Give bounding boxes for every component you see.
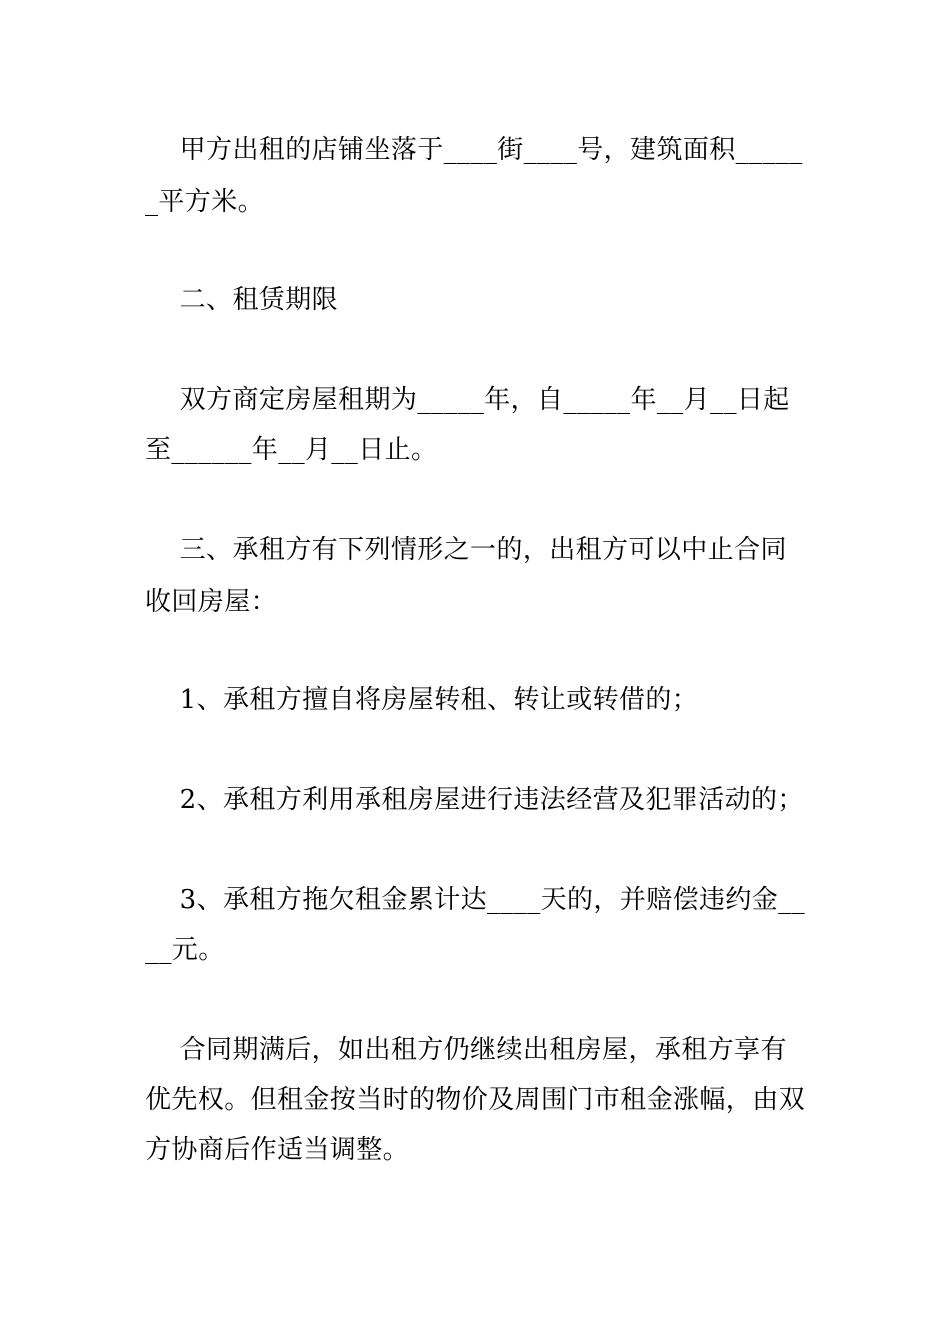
list-item-2: 2、承租方利用承租房屋进行违法经营及犯罪活动的； (145, 785, 804, 815)
section-heading-termination-line-1: 三、承租方有下列情形之一的，出租方可以中止合同 (145, 535, 787, 565)
paragraph-1-line-1: 甲方出租的店铺坐落于____街____号，建筑面积_____ (145, 135, 803, 165)
paragraph-3-line-3: 方协商后作适当调整。 (145, 1135, 410, 1165)
paragraph-2-line-1: 双方商定房屋租期为_____年，自_____年__月__日起 (145, 385, 790, 415)
paragraph-2-line-2: 至______年__月__日止。 (145, 435, 438, 465)
list-item-1: 1、承租方擅自将房屋转租、转让或转借的； (145, 685, 699, 715)
paragraph-1-line-2: _平方米。 (145, 187, 265, 217)
section-heading-termination-line-2: 收回房屋： (145, 587, 278, 617)
list-item-3-line-2: __元。 (145, 935, 225, 965)
paragraph-3-line-1: 合同期满后，如出租方仍继续出租房屋，承租方享有 (145, 1035, 787, 1065)
paragraph-3-line-2: 优先权。但租金按当时的物价及周围门市租金涨幅，由双 (145, 1085, 806, 1115)
list-item-3-line-1: 3、承租方拖欠租金累计达____天的，并赔偿违约金__ (145, 885, 806, 915)
section-heading-lease-term: 二、租赁期限 (145, 285, 339, 315)
